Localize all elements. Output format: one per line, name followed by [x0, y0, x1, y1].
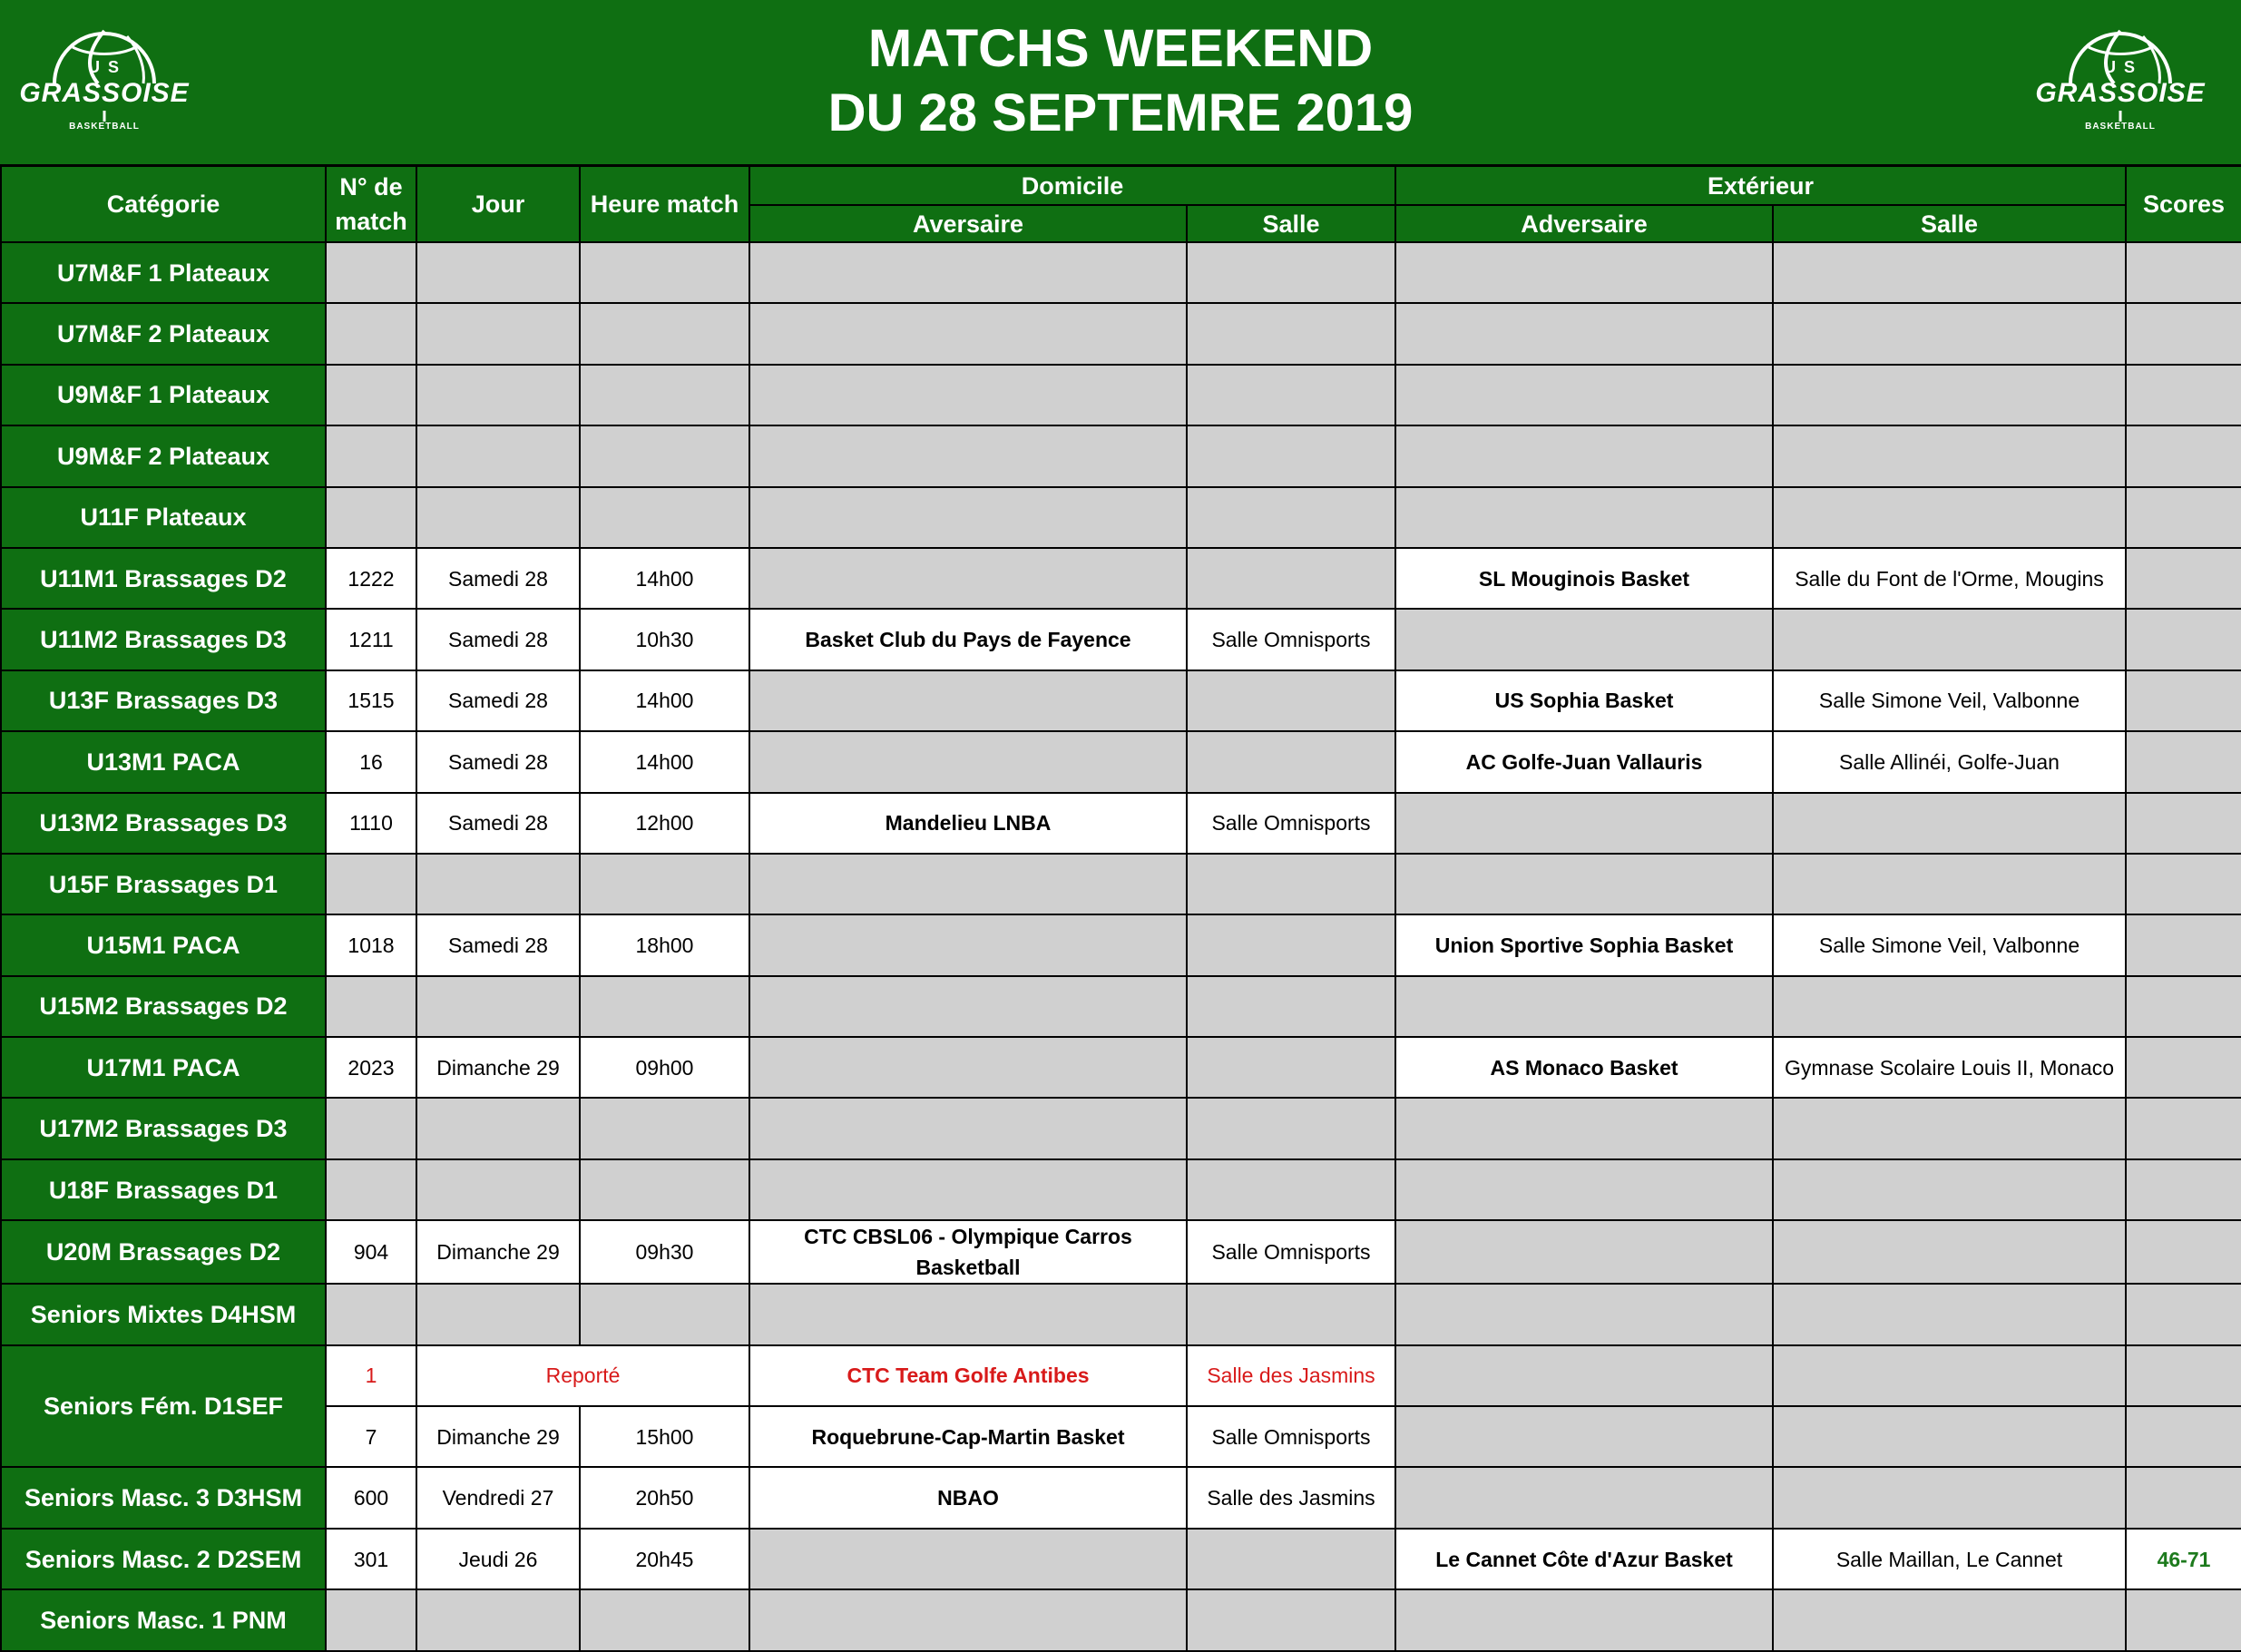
table-row — [1, 1220, 2241, 1284]
away-opponent-cell — [1395, 1345, 1773, 1406]
score-cell — [2126, 242, 2241, 303]
table-row — [1, 1159, 2241, 1220]
match-time-cell: 20h45 — [580, 1529, 749, 1589]
match-time-cell — [580, 1159, 749, 1220]
away-venue-cell — [1773, 365, 2126, 425]
score-cell — [2126, 548, 2241, 609]
col-header-scores: Scores — [2126, 166, 2241, 242]
table-row — [1, 1406, 2241, 1467]
home-venue-cell: Salle des Jasmins — [1187, 1467, 1395, 1528]
category-cell: U11M1 Brassages D2 — [1, 548, 326, 609]
home-opponent-cell — [749, 854, 1187, 914]
home-venue-cell — [1187, 914, 1395, 975]
away-opponent-cell — [1395, 1220, 1773, 1284]
home-opponent-cell — [749, 303, 1187, 364]
match-day-cell: Samedi 28 — [416, 670, 580, 731]
score-cell — [2126, 1159, 2241, 1220]
category-cell: Seniors Masc. 3 D3HSM — [1, 1467, 326, 1528]
match-time-cell: 09h30 — [580, 1220, 749, 1284]
away-venue-cell: Salle Maillan, Le Cannet — [1773, 1529, 2126, 1589]
match-day-cell: Dimanche 29 — [416, 1220, 580, 1284]
away-venue-cell — [1773, 1467, 2126, 1528]
category-cell: U15F Brassages D1 — [1, 854, 326, 914]
score-cell — [2126, 1037, 2241, 1098]
category-cell: U7M&F 1 Plateaux — [1, 242, 326, 303]
match-number-cell — [326, 425, 416, 486]
category-cell: U11F Plateaux — [1, 487, 326, 548]
score-cell — [2126, 793, 2241, 854]
home-opponent-cell: Roquebrune-Cap-Martin Basket — [749, 1406, 1187, 1467]
table-row — [1, 1037, 2241, 1098]
col-header-home-opponent: Aversaire — [749, 205, 1187, 242]
logo-name-text: GRASSOISE — [2035, 78, 2206, 108]
logo-sub-text: BASKETBALL — [69, 122, 140, 132]
match-number-cell: 2023 — [326, 1037, 416, 1098]
match-number-cell: 301 — [326, 1529, 416, 1589]
match-day-cell — [416, 303, 580, 364]
home-venue-cell — [1187, 1589, 1395, 1650]
category-cell: Seniors Fém. D1SEF — [1, 1345, 326, 1468]
score-cell — [2126, 365, 2241, 425]
table-row — [1, 1098, 2241, 1158]
score-cell — [2126, 487, 2241, 548]
match-time-cell: 12h00 — [580, 793, 749, 854]
home-opponent-cell — [749, 242, 1187, 303]
away-opponent-cell — [1395, 425, 1773, 486]
table-row — [1, 1589, 2241, 1650]
logo-sub-text: BASKETBALL — [2085, 122, 2156, 132]
match-time-cell — [580, 1284, 749, 1344]
away-opponent-cell — [1395, 487, 1773, 548]
home-venue-cell: Salle des Jasmins — [1187, 1345, 1395, 1406]
table-row — [1, 914, 2241, 975]
page-title-line1: MATCHS WEEKEND — [867, 19, 1374, 78]
match-number-cell: 1222 — [326, 548, 416, 609]
score-cell — [2126, 976, 2241, 1037]
match-number-cell: 1018 — [326, 914, 416, 975]
score-cell — [2126, 425, 2241, 486]
col-header-exterieur: Extérieur — [1395, 166, 2126, 205]
col-header-away-opponent: Adversaire — [1395, 205, 1773, 242]
away-opponent-cell — [1395, 976, 1773, 1037]
away-opponent-cell — [1395, 365, 1773, 425]
home-opponent-cell — [749, 1589, 1187, 1650]
score-cell — [2126, 1406, 2241, 1467]
match-number-cell — [326, 1284, 416, 1344]
match-number-cell: 16 — [326, 731, 416, 792]
match-day-cell — [416, 1589, 580, 1650]
match-number-cell — [326, 365, 416, 425]
table-row — [1, 548, 2241, 609]
match-status-cell: Reporté — [416, 1345, 749, 1406]
home-opponent-cell — [749, 914, 1187, 975]
match-day-cell — [416, 487, 580, 548]
away-opponent-cell — [1395, 1589, 1773, 1650]
home-venue-cell: Salle Omnisports — [1187, 1406, 1395, 1467]
table-row — [1, 609, 2241, 670]
match-time-cell — [580, 365, 749, 425]
home-opponent-cell — [749, 1159, 1187, 1220]
match-number-cell: 1 — [326, 1345, 416, 1406]
home-venue-cell — [1187, 731, 1395, 792]
page-title-line2: DU 28 SEPTEMRE 2019 — [827, 83, 1414, 142]
match-time-cell: 10h30 — [580, 609, 749, 670]
table-row — [1, 976, 2241, 1037]
table-row — [1, 1284, 2241, 1344]
home-venue-cell — [1187, 1037, 1395, 1098]
home-venue-cell — [1187, 976, 1395, 1037]
away-opponent-cell — [1395, 854, 1773, 914]
table-row — [1, 1345, 2241, 1406]
home-venue-cell — [1187, 365, 1395, 425]
match-number-cell — [326, 1159, 416, 1220]
home-venue-cell — [1187, 1529, 1395, 1589]
category-cell: Seniors Mixtes D4HSM — [1, 1284, 326, 1344]
match-day-cell: Jeudi 26 — [416, 1529, 580, 1589]
col-header-heure: Heure match — [580, 166, 749, 242]
score-cell — [2126, 609, 2241, 670]
match-number-cell — [326, 303, 416, 364]
away-venue-cell — [1773, 1284, 2126, 1344]
schedule-table — [0, 165, 2241, 1652]
score-cell — [2126, 1284, 2241, 1344]
match-number-cell — [326, 242, 416, 303]
col-header-categorie: Catégorie — [1, 166, 326, 242]
category-cell: U11M2 Brassages D3 — [1, 609, 326, 670]
match-day-cell: Vendredi 27 — [416, 1467, 580, 1528]
away-venue-cell: Salle Simone Veil, Valbonne — [1773, 914, 2126, 975]
home-opponent-cell — [749, 1098, 1187, 1158]
match-time-cell — [580, 1589, 749, 1650]
away-venue-cell — [1773, 1159, 2126, 1220]
logo-name-text: GRASSOISE — [19, 78, 190, 108]
home-venue-cell: Salle Omnisports — [1187, 793, 1395, 854]
away-opponent-cell — [1395, 303, 1773, 364]
table-row — [1, 731, 2241, 792]
category-cell: U17M2 Brassages D3 — [1, 1098, 326, 1158]
table-row — [1, 854, 2241, 914]
away-venue-cell — [1773, 1220, 2126, 1284]
away-venue-cell: Gymnase Scolaire Louis II, Monaco — [1773, 1037, 2126, 1098]
home-opponent-cell — [749, 548, 1187, 609]
home-opponent-cell — [749, 1529, 1187, 1589]
category-cell: U13M2 Brassages D3 — [1, 793, 326, 854]
away-opponent-cell: AS Monaco Basket — [1395, 1037, 1773, 1098]
match-number-cell — [326, 487, 416, 548]
match-time-cell — [580, 425, 749, 486]
away-opponent-cell — [1395, 1406, 1773, 1467]
away-opponent-cell: US Sophia Basket — [1395, 670, 1773, 731]
score-cell — [2126, 914, 2241, 975]
home-opponent-cell: NBAO — [749, 1467, 1187, 1528]
away-venue-cell — [1773, 609, 2126, 670]
home-venue-cell — [1187, 425, 1395, 486]
logo-us-text: U S — [87, 58, 121, 76]
away-opponent-cell — [1395, 1284, 1773, 1344]
col-header-domicile: Domicile — [749, 166, 1395, 205]
match-time-cell: 20h50 — [580, 1467, 749, 1528]
away-venue-cell — [1773, 976, 2126, 1037]
table-row — [1, 365, 2241, 425]
away-opponent-cell: Union Sportive Sophia Basket — [1395, 914, 1773, 975]
away-venue-cell — [1773, 1345, 2126, 1406]
category-cell: Seniors Masc. 2 D2SEM — [1, 1529, 326, 1589]
home-venue-cell: Salle Omnisports — [1187, 609, 1395, 670]
home-opponent-cell — [749, 1037, 1187, 1098]
away-venue-cell — [1773, 303, 2126, 364]
match-number-cell — [326, 1098, 416, 1158]
score-cell — [2126, 731, 2241, 792]
table-row — [1, 793, 2241, 854]
home-opponent-cell: Basket Club du Pays de Fayence — [749, 609, 1187, 670]
club-logo-right — [2034, 20, 2207, 138]
match-time-cell: 09h00 — [580, 1037, 749, 1098]
match-day-cell: Samedi 28 — [416, 609, 580, 670]
away-opponent-cell — [1395, 242, 1773, 303]
home-opponent-cell: CTC Team Golfe Antibes — [749, 1345, 1187, 1406]
match-day-cell — [416, 854, 580, 914]
score-cell — [2126, 670, 2241, 731]
away-venue-cell — [1773, 793, 2126, 854]
table-row — [1, 425, 2241, 486]
away-venue-cell — [1773, 487, 2126, 548]
match-time-cell: 18h00 — [580, 914, 749, 975]
home-venue-cell — [1187, 548, 1395, 609]
match-time-cell — [580, 303, 749, 364]
home-opponent-cell — [749, 365, 1187, 425]
col-header-num-match: N° de match — [326, 166, 416, 242]
away-opponent-cell — [1395, 793, 1773, 854]
home-opponent-cell — [749, 670, 1187, 731]
match-time-cell: 14h00 — [580, 731, 749, 792]
table-row — [1, 670, 2241, 731]
col-header-away-venue: Salle — [1773, 205, 2126, 242]
match-number-cell: 600 — [326, 1467, 416, 1528]
home-opponent-cell — [749, 731, 1187, 792]
score-cell — [2126, 1345, 2241, 1406]
match-number-cell: 1515 — [326, 670, 416, 731]
away-opponent-cell — [1395, 1159, 1773, 1220]
home-opponent-cell — [749, 425, 1187, 486]
away-venue-cell: Salle Allinéi, Golfe-Juan — [1773, 731, 2126, 792]
category-cell: U18F Brassages D1 — [1, 1159, 326, 1220]
match-time-cell: 14h00 — [580, 670, 749, 731]
category-cell: U13M1 PACA — [1, 731, 326, 792]
match-time-cell: 15h00 — [580, 1406, 749, 1467]
home-venue-cell — [1187, 854, 1395, 914]
score-cell — [2126, 854, 2241, 914]
category-cell: U9M&F 1 Plateaux — [1, 365, 326, 425]
away-venue-cell — [1773, 854, 2126, 914]
away-opponent-cell — [1395, 609, 1773, 670]
category-cell: U7M&F 2 Plateaux — [1, 303, 326, 364]
away-venue-cell: Salle Simone Veil, Valbonne — [1773, 670, 2126, 731]
category-cell: U13F Brassages D3 — [1, 670, 326, 731]
category-cell: U17M1 PACA — [1, 1037, 326, 1098]
match-time-cell — [580, 854, 749, 914]
match-day-cell — [416, 1159, 580, 1220]
away-opponent-cell: SL Mouginois Basket — [1395, 548, 1773, 609]
score-cell — [2126, 1589, 2241, 1650]
home-venue-cell: Salle Omnisports — [1187, 1220, 1395, 1284]
match-number-cell: 1211 — [326, 609, 416, 670]
match-day-cell: Samedi 28 — [416, 731, 580, 792]
match-day-cell — [416, 425, 580, 486]
match-number-cell — [326, 976, 416, 1037]
match-time-cell — [580, 487, 749, 548]
score-cell — [2126, 303, 2241, 364]
home-venue-cell — [1187, 303, 1395, 364]
home-venue-cell — [1187, 670, 1395, 731]
category-cell: U20M Brassages D2 — [1, 1220, 326, 1284]
category-cell: U9M&F 2 Plateaux — [1, 425, 326, 486]
away-opponent-cell — [1395, 1467, 1773, 1528]
match-number-cell — [326, 854, 416, 914]
col-header-home-venue: Salle — [1187, 205, 1395, 242]
match-number-cell: 1110 — [326, 793, 416, 854]
away-venue-cell — [1773, 425, 2126, 486]
page-header — [0, 0, 2241, 166]
table-row — [1, 1467, 2241, 1528]
score-cell — [2126, 1220, 2241, 1284]
away-venue-cell — [1773, 1589, 2126, 1650]
match-time-cell — [580, 242, 749, 303]
logo-us-text: U S — [2103, 58, 2137, 76]
home-opponent-cell: CTC CBSL06 - Olympique Carros Basketball — [749, 1220, 1187, 1284]
home-venue-cell — [1187, 1159, 1395, 1220]
match-day-cell: Dimanche 29 — [416, 1406, 580, 1467]
table-row — [1, 242, 2241, 303]
score-cell — [2126, 1467, 2241, 1528]
away-venue-cell — [1773, 1406, 2126, 1467]
match-day-cell: Samedi 28 — [416, 793, 580, 854]
category-cell: Seniors Masc. 1 PNM — [1, 1589, 326, 1650]
match-day-cell — [416, 1284, 580, 1344]
match-day-cell — [416, 976, 580, 1037]
away-venue-cell — [1773, 1098, 2126, 1158]
away-opponent-cell: AC Golfe-Juan Vallauris — [1395, 731, 1773, 792]
col-header-jour: Jour — [416, 166, 580, 242]
match-time-cell — [580, 1098, 749, 1158]
match-time-cell: 14h00 — [580, 548, 749, 609]
home-venue-cell — [1187, 487, 1395, 548]
match-day-cell — [416, 365, 580, 425]
home-opponent-cell — [749, 1284, 1187, 1344]
match-day-cell — [416, 242, 580, 303]
category-cell: U15M1 PACA — [1, 914, 326, 975]
home-venue-cell — [1187, 242, 1395, 303]
match-number-cell — [326, 1589, 416, 1650]
away-opponent-cell: Le Cannet Côte d'Azur Basket — [1395, 1529, 1773, 1589]
match-day-cell: Samedi 28 — [416, 914, 580, 975]
home-venue-cell — [1187, 1098, 1395, 1158]
score-cell — [2126, 1098, 2241, 1158]
match-number-cell: 7 — [326, 1406, 416, 1467]
home-venue-cell — [1187, 1284, 1395, 1344]
home-opponent-cell — [749, 487, 1187, 548]
table-row — [1, 1529, 2241, 1589]
away-opponent-cell — [1395, 1098, 1773, 1158]
category-cell: U15M2 Brassages D2 — [1, 976, 326, 1037]
match-day-cell: Samedi 28 — [416, 548, 580, 609]
away-venue-cell — [1773, 242, 2126, 303]
table-row — [1, 487, 2241, 548]
table-row — [1, 303, 2241, 364]
home-opponent-cell — [749, 976, 1187, 1037]
score-cell: 46-71 — [2126, 1529, 2241, 1589]
match-day-cell — [416, 1098, 580, 1158]
match-number-cell: 904 — [326, 1220, 416, 1284]
away-venue-cell: Salle du Font de l'Orme, Mougins — [1773, 548, 2126, 609]
home-opponent-cell: Mandelieu LNBA — [749, 793, 1187, 854]
match-day-cell: Dimanche 29 — [416, 1037, 580, 1098]
match-time-cell — [580, 976, 749, 1037]
